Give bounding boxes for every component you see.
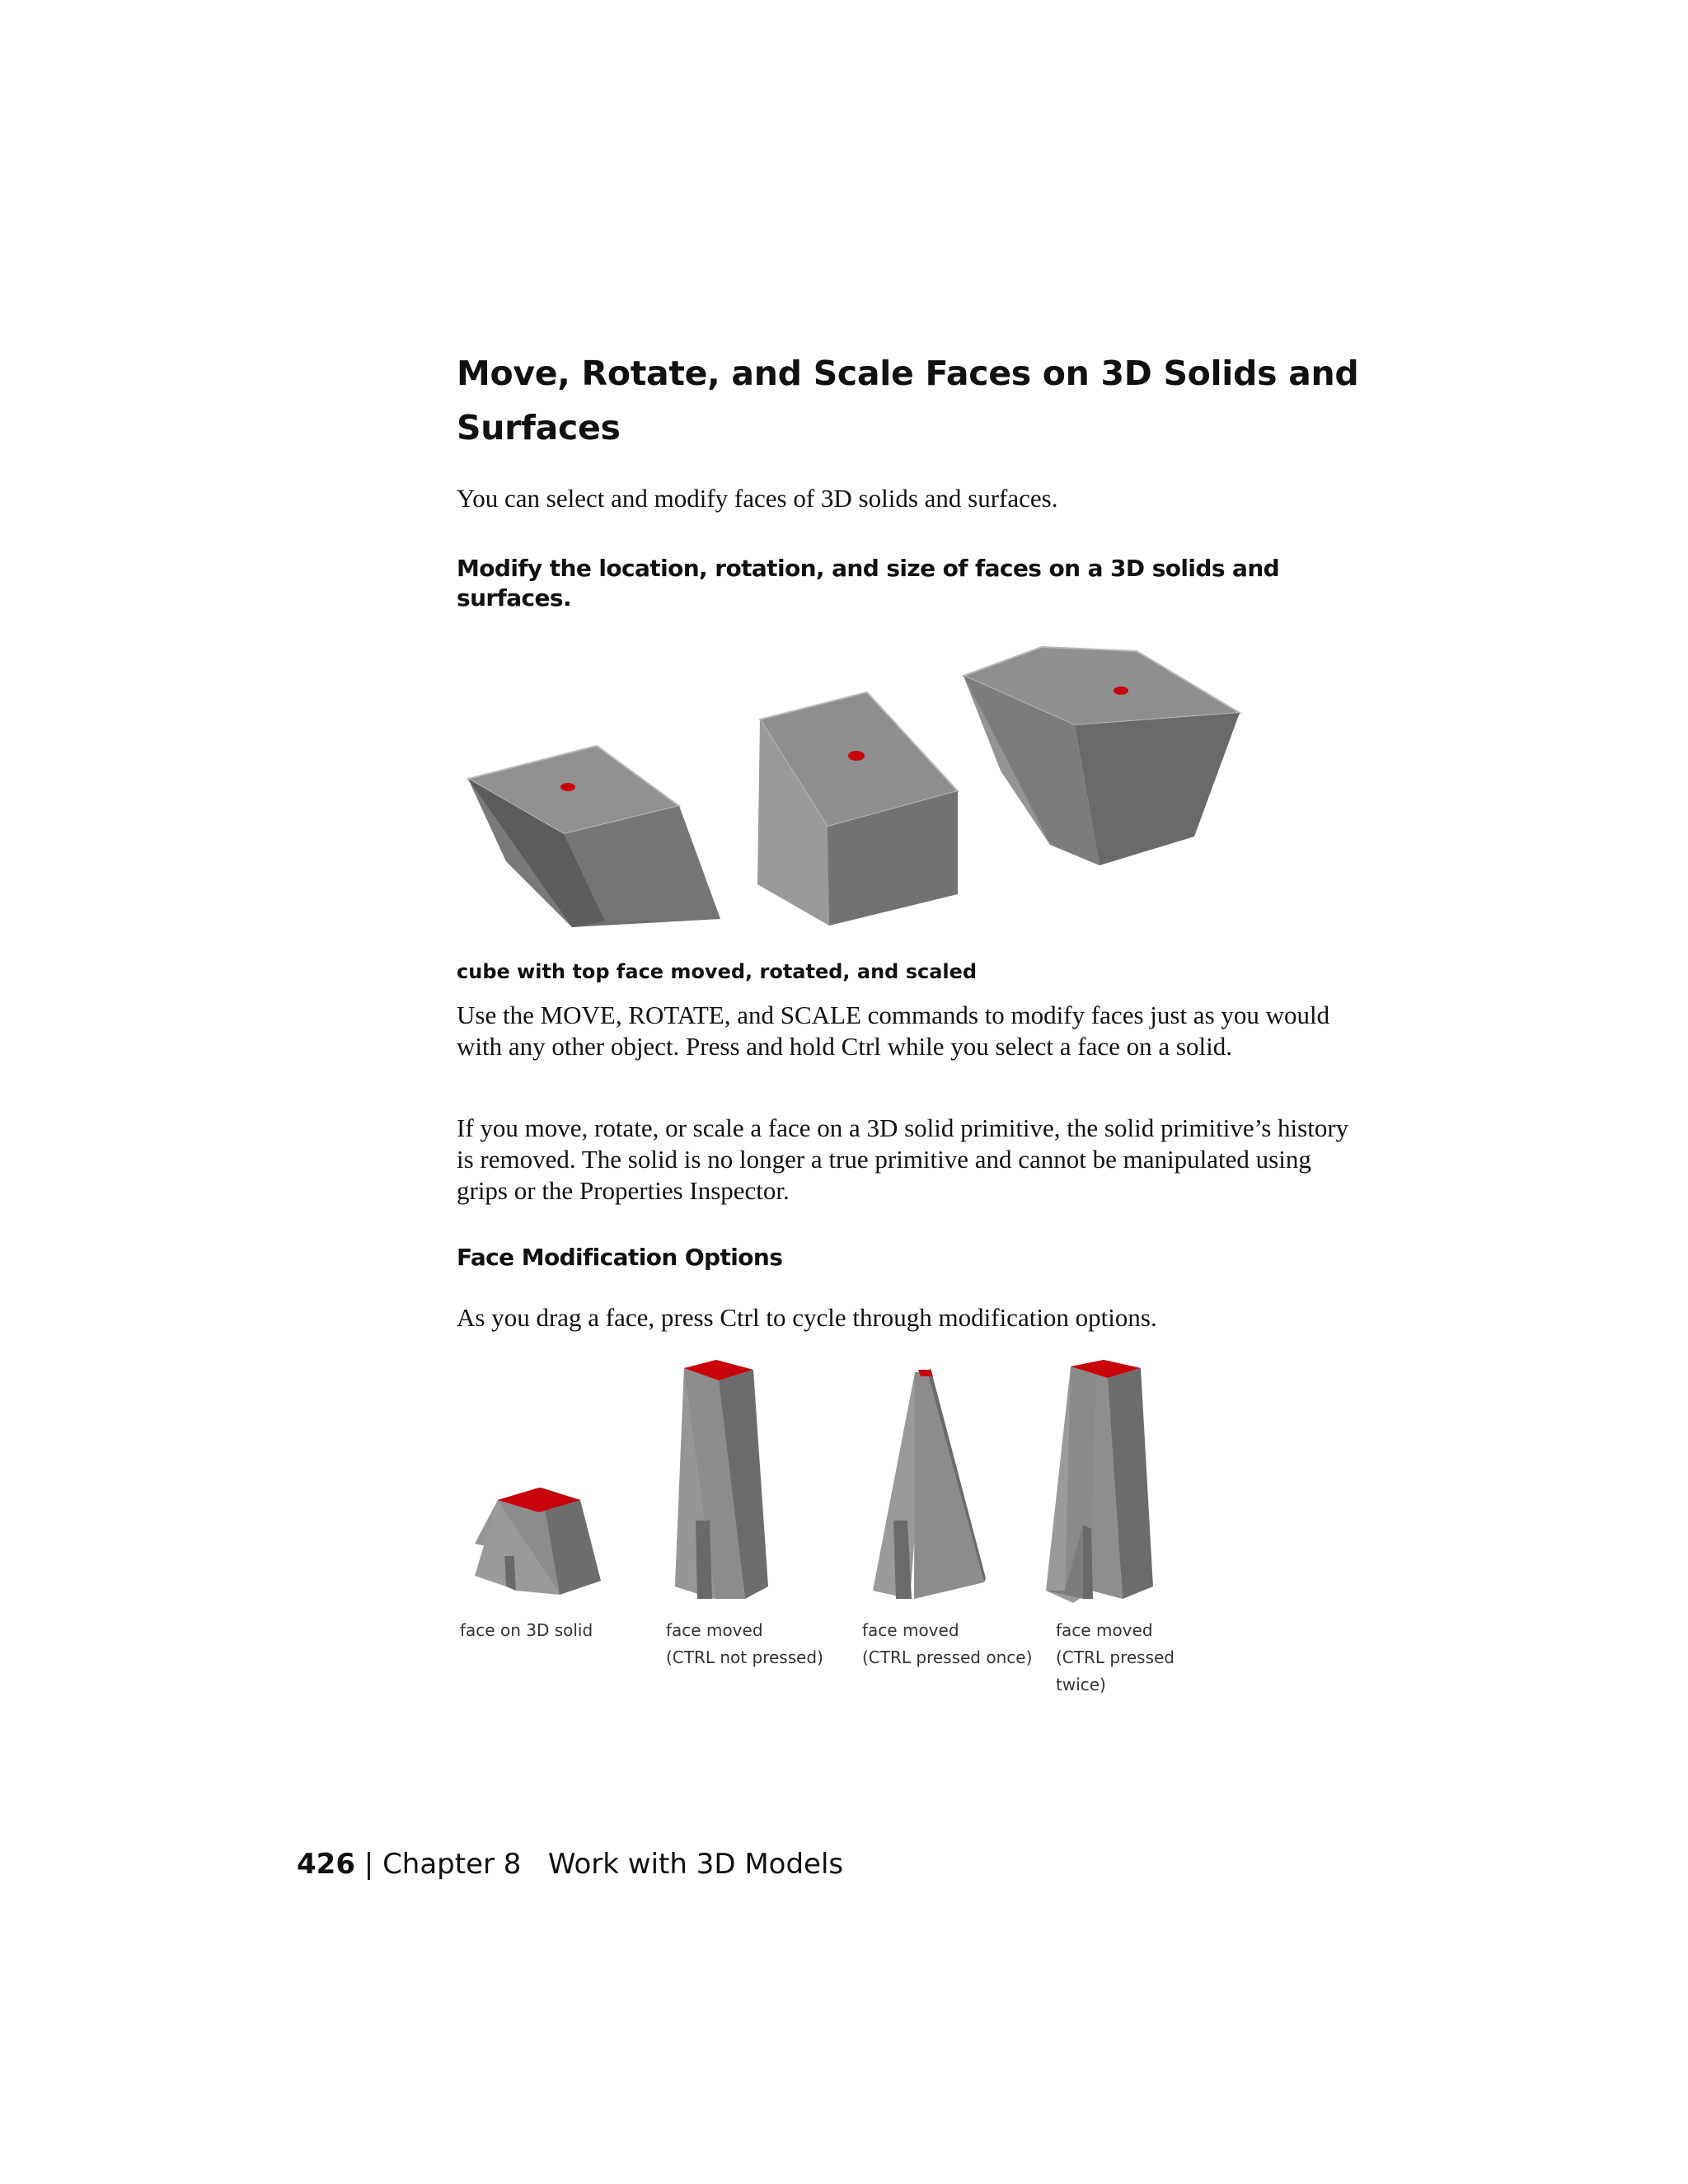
- figure1-caption: cube with top face moved, rotated, and scaled: [457, 960, 978, 983]
- label-line: (CTRL not pressed): [666, 1647, 823, 1667]
- chapter-number: Chapter 8: [382, 1848, 522, 1881]
- page-footer: [297, 1846, 843, 1882]
- commands-paragraph: Use the MOVE, ROTATE, and SCALE commands to modify faces just as you would with any other object. Press and hold Ctrl while you select a face on a solid.: [457, 1001, 1330, 1061]
- label-line: face moved: [862, 1620, 959, 1640]
- chapter-title: Work with 3D Models: [547, 1848, 844, 1881]
- solid-ctrl-pressed-twice: [1046, 1360, 1153, 1603]
- cube-face-scaled: [964, 647, 1240, 865]
- figure2-label-1: [460, 1617, 593, 1644]
- face-options-figure: [457, 1352, 1198, 1615]
- cube-face-rotated: [757, 692, 958, 926]
- solid-ctrl-pressed-once: [873, 1368, 986, 1599]
- label-line: face moved: [1056, 1620, 1153, 1640]
- figure2-label-2: [666, 1617, 823, 1671]
- cube-modification-figure: [457, 614, 1347, 944]
- page-number: 426: [297, 1848, 355, 1881]
- history-paragraph: If you move, rotate, or scale a face on a 3D solid primitive, the solid primitive’s history is removed. The solid is no longer a true primitive and cannot be manipulated using grips or the Properties Inspector.: [457, 1113, 1349, 1205]
- label-line: twice): [1056, 1675, 1106, 1694]
- solid-face-on-3d: [475, 1488, 601, 1595]
- label-line: face moved: [666, 1620, 763, 1640]
- footer-separator: |: [354, 1848, 383, 1881]
- procedure-heading: Modify the location, rotation, and size of faces on a 3D solids and surfaces.: [457, 555, 1280, 612]
- section-heading: Face Modification Options: [457, 1244, 783, 1271]
- solid-ctrl-not-pressed: [675, 1360, 768, 1599]
- page-title: Move, Rotate, and Scale Faces on 3D Solids and Surfaces: [457, 354, 1359, 448]
- label-line: (CTRL pressed: [1056, 1647, 1175, 1667]
- figure2-label-4: [1056, 1617, 1175, 1699]
- options-paragraph: As you drag a face, press Ctrl to cycle through modification options.: [457, 1303, 1157, 1332]
- label-line: face on 3D solid: [460, 1620, 593, 1640]
- label-line: (CTRL pressed once): [862, 1647, 1033, 1667]
- figure2-label-3: [862, 1617, 1032, 1671]
- intro-paragraph: You can select and modify faces of 3D solids and surfaces.: [457, 484, 1058, 513]
- cube-face-moved: [468, 746, 720, 927]
